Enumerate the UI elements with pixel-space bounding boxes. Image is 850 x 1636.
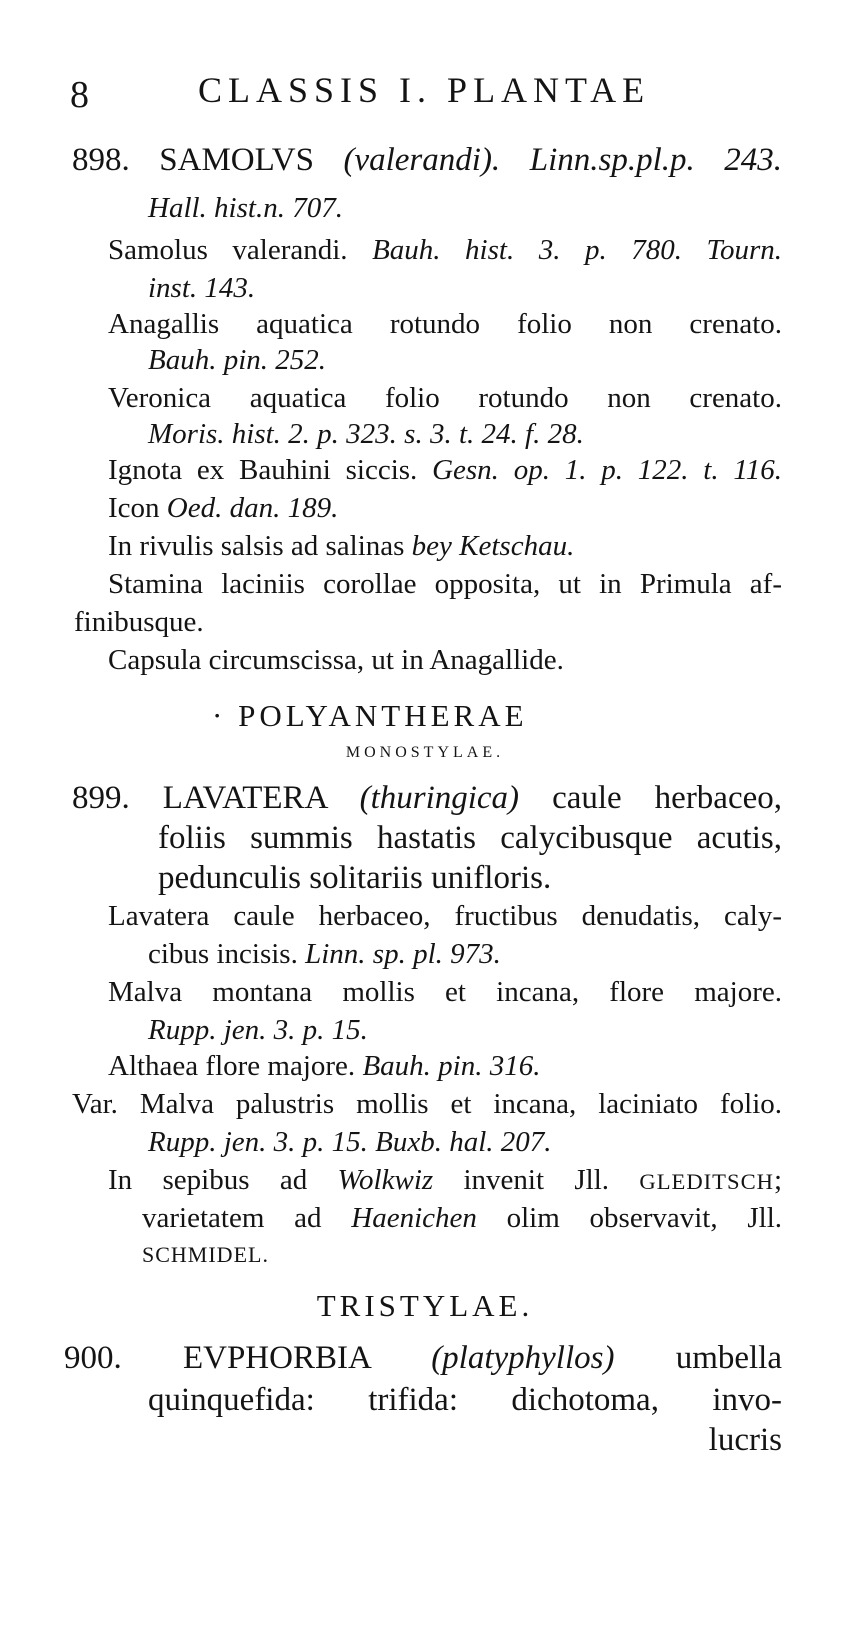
diagnosis-text: umbella [675, 1340, 782, 1376]
habitat-line [142, 1244, 269, 1266]
note-line: Capsula circumscissa, ut in Anagallide. [108, 644, 564, 676]
synonym-line: Lavatera caule herbaceo, fructibus denudatis, caly- [108, 900, 782, 932]
species-name: (valerandi). [343, 142, 501, 178]
person-name: GLEDITSCH [639, 1169, 774, 1194]
reference: Bauh. hist. 3. p. 780. Tourn. [372, 234, 783, 266]
reference: Hall. hist.n. 707. [148, 192, 343, 224]
entry-898-line2 [148, 194, 343, 223]
person-name: SCHMIDEL. [142, 1242, 269, 1267]
species-name: (thuringica) [359, 780, 520, 816]
habitat-text: olim observavit, Jll. [506, 1202, 782, 1234]
species-name: (platyphyllos) [431, 1340, 615, 1376]
entry-number: 900. [64, 1340, 122, 1376]
variety-line [72, 1090, 782, 1119]
genus-name: LAVATERA [162, 780, 327, 816]
habitat-text: varietatem ad [142, 1202, 322, 1234]
diagnosis-line: pedunculis solitariis unifloris. [158, 860, 552, 896]
synonym-line [108, 1052, 540, 1081]
variety-text: Malva palustris mollis et incana, laciniato folio. [139, 1088, 783, 1120]
reference: Rupp. jen. 3. p. 15. Buxb. hal. 207. [148, 1126, 552, 1158]
habitat-line [108, 532, 574, 561]
section-title: TRISTYLAE. [316, 1288, 534, 1323]
synonym-line [148, 1016, 368, 1045]
variety-label: Var. [72, 1088, 118, 1120]
reference: inst. 143. [148, 272, 256, 304]
reference: Gesn. op. 1. p. 122. t. 116. [432, 454, 782, 486]
entry-number: 899. [72, 780, 130, 816]
page-number: 8 [70, 74, 89, 116]
variety-reference [148, 1128, 552, 1157]
reference: Moris. hist. 2. p. 323. s. 3. t. 24. f. 28. [148, 418, 584, 450]
reference: Rupp. jen. 3. p. 15. [148, 1014, 368, 1046]
habitat-text: invenit Jll. [463, 1164, 610, 1196]
entry-898-heading [72, 144, 782, 177]
reference: Bauh. pin. 316. [362, 1050, 541, 1082]
place-name: bey Ketschau. [411, 530, 575, 562]
synonym-line: Veronica aquatica folio rotundo non crenato. [108, 382, 782, 414]
synonym-text: cibus incisis. [148, 938, 298, 970]
entry-900-heading [64, 1342, 782, 1375]
synonym-line [148, 346, 326, 375]
diagnosis-line: quinquefida: trifida: dichotoma, invo- [148, 1382, 782, 1418]
habitat-text: In rivulis salsis ad salinas [108, 530, 405, 562]
catchword: lucris [708, 1422, 782, 1458]
diagnosis-text: caule herbaceo, [552, 780, 782, 816]
running-title: CLASSIS I. PLANTAE [198, 70, 651, 110]
place-name: Wolkwiz [337, 1164, 434, 1196]
punctuation: ; [773, 1164, 783, 1196]
synonym-text: Ignota ex Bauhini siccis. [108, 454, 418, 486]
synonym-line [108, 456, 782, 485]
diagnosis-line: foliis summis hastatis calycibusque acutis, [158, 820, 782, 856]
note-line: Stamina laciniis corollae opposita, ut in Primula af- [108, 568, 782, 600]
synonym-line: Malva montana mollis et incana, flore majore. [108, 976, 782, 1008]
reference: Linn. sp. pl. 973. [305, 938, 501, 970]
icon-label: Icon [108, 492, 160, 524]
icon-line [108, 494, 338, 523]
section-title: · POLYANTHERAE [212, 698, 528, 733]
genus-name: SAMOLVS [159, 142, 314, 178]
synonym-text: Samolus valerandi. [108, 234, 348, 266]
synonym-line [148, 940, 501, 969]
synonym-text: Althaea flore majore. [108, 1050, 356, 1082]
reference: Bauh. pin. 252. [148, 344, 327, 376]
entry-899-heading [72, 782, 782, 815]
note-line: finibusque. [74, 606, 204, 638]
synonym-line [148, 420, 584, 449]
section-subtitle: MONOSTYLAE. [345, 744, 505, 761]
synonym-line: Anagallis aquatica rotundo folio non crenato. [108, 308, 782, 340]
reference: Linn.sp.pl.p. 243. [529, 142, 783, 178]
place-name: Haenichen [351, 1202, 477, 1234]
entry-number: 898. [72, 142, 130, 178]
habitat-text: In sepibus ad [108, 1164, 308, 1196]
habitat-line [108, 1166, 782, 1195]
habitat-line [142, 1204, 782, 1233]
synonym-line [148, 274, 255, 303]
synonym-line [108, 236, 782, 265]
reference: Oed. dan. 189. [166, 492, 339, 524]
genus-name: EVPHORBIA [182, 1340, 370, 1376]
